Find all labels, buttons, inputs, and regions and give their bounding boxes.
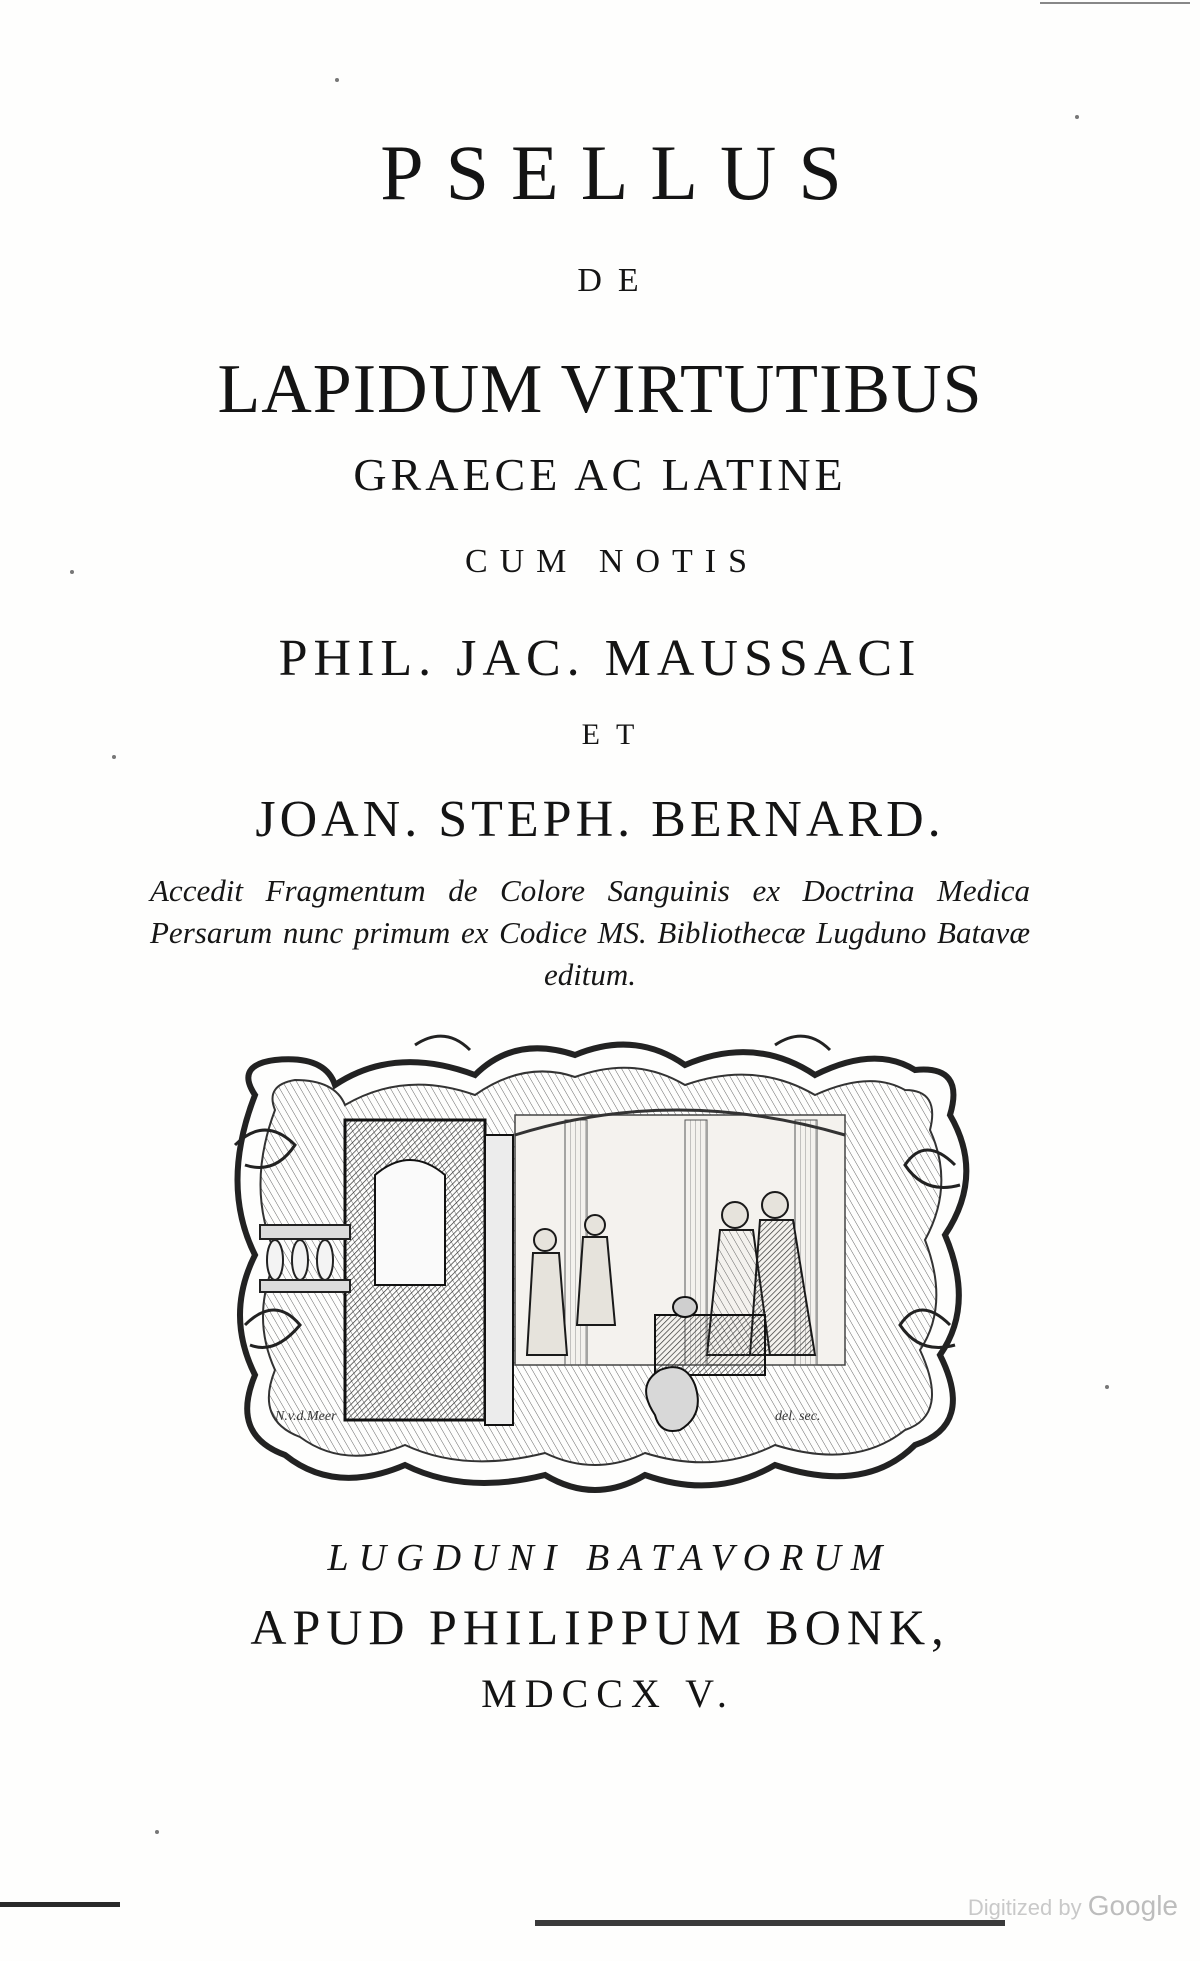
scan-edge-bar (1040, 2, 1190, 4)
digitized-watermark (968, 1890, 1178, 1922)
engraver-signature-right: del. sec. (775, 1409, 821, 1424)
scan-edge-bar (0, 1902, 120, 1907)
scan-edge-bar (535, 1920, 1005, 1926)
subject-line: LAPIDUM VIRTUTIBUS (217, 351, 983, 428)
imprint-publisher: APUD PHILIPPUM BONK, (250, 1599, 950, 1655)
engraver-signature-left: N.v.d.Meer (275, 1409, 337, 1424)
editor-maussac: PHIL. JAC. MAUSSACI (278, 630, 922, 687)
scan-speck (112, 755, 116, 759)
imprint-place: LUGDUNI BATAVORUM (327, 1537, 893, 1579)
imprint-year: MDCCX V. (481, 1671, 735, 1716)
accedit-paragraph: Accedit Fragmentum de Colore Sanguinis ex Doctrina Medica Persarum nunc primum ex Codice MS. Bibliothecæ Lugduno Batavæ editum. (150, 873, 1030, 992)
scan-speck (1075, 115, 1079, 119)
google-brand: Google (1087, 1890, 1178, 1921)
scan-speck (1105, 1385, 1109, 1389)
languages-line: GRAECE AC LATINE (353, 449, 847, 500)
title-de: DE (577, 262, 655, 299)
printer-device-engraving (215, 1025, 985, 1505)
scan-speck (70, 570, 74, 574)
cum-notis-line: CUM NOTIS (464, 543, 760, 580)
et-line: ET (581, 718, 651, 751)
editor-bernard: JOAN. STEPH. BERNARD. (255, 791, 945, 848)
scan-speck (335, 78, 339, 82)
watermark-prefix: Digitized by (967, 1895, 1082, 1920)
book-title: PSELLUS (380, 129, 864, 216)
scan-speck (155, 1830, 159, 1834)
